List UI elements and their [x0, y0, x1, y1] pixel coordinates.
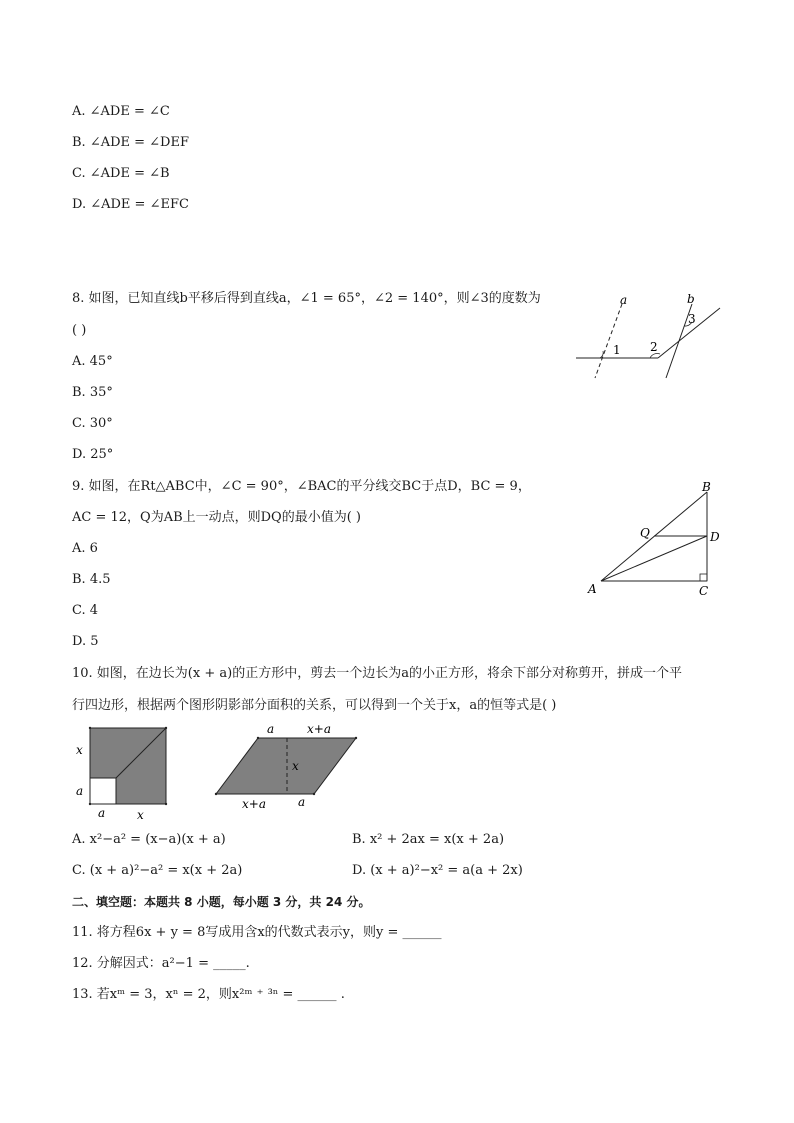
q8-stem: 8. 如图，已知直线b平移后得到直线a，∠1 = 65°，∠2 = 140°，则∠3的度数为	[72, 291, 541, 306]
q9-label-c: C	[699, 584, 709, 598]
q10-option-d: D. (x + a)²−x² = a(a + 2x)	[352, 863, 523, 878]
q10-stem-line2: 行四边形，根据两个图形阴影部分面积的关系，可以得到一个关于x，a的恒等式是( )	[72, 698, 557, 713]
q8-option-c: C. 30°	[72, 416, 113, 431]
q7-option-c: C. ∠ADE = ∠B	[72, 166, 170, 181]
q8-option-a: A. 45°	[72, 354, 113, 369]
q9-label-d: D	[710, 530, 720, 544]
q9-label-a: A	[588, 582, 597, 596]
q8-figure	[570, 290, 730, 385]
q10-pg-label-xa-bottom: x+a	[242, 797, 266, 811]
section2-heading: 二、填空题：本题共 8 小题，每小题 3 分，共 24 分。	[72, 895, 371, 909]
q9-option-b: B. 4.5	[72, 572, 111, 587]
q10-option-a: A. x²−a² = (x−a)(x + a)	[72, 832, 226, 847]
q8-label-2: 2	[650, 340, 658, 354]
q10-option-b: B. x² + 2ax = x(x + 2a)	[352, 832, 505, 847]
q8-label-b: b	[687, 292, 695, 306]
q9-stem-line1: 9. 如图，在Rt△ABC中，∠C = 90°，∠BAC的平分线交BC于点D，BC = 9，	[72, 479, 531, 494]
q13-text: 13. 若xᵐ = 3，xⁿ = 2，则x²ᵐ ⁺ ³ⁿ = ______ .	[72, 987, 345, 1002]
q8-label-1: 1	[613, 343, 621, 357]
q10-sq-label-a-left: a	[76, 784, 84, 798]
q10-pg-label-xa-top: x+a	[307, 722, 331, 736]
q8-label-a: a	[620, 293, 628, 307]
q8-option-b: B. 35°	[72, 385, 113, 400]
q9-label-b: B	[702, 480, 711, 494]
q7-option-d: D. ∠ADE = ∠EFC	[72, 197, 189, 212]
q9-option-c: C. 4	[72, 603, 99, 618]
q10-sq-label-x-bottom: x	[137, 808, 144, 822]
q11-text: 11. 将方程6x + y = 8写成用含x的代数式表示y，则y = ______	[72, 925, 442, 940]
q10-option-c: C. (x + a)²−a² = x(x + 2a)	[72, 863, 243, 878]
q8-answer-paren: ( )	[72, 323, 87, 338]
q10-parallelogram-figure	[210, 720, 370, 815]
q8-option-d: D. 25°	[72, 447, 114, 462]
q9-option-a: A. 6	[72, 541, 98, 556]
q10-pg-label-a-top: a	[267, 722, 275, 736]
q10-pg-label-x-mid: x	[292, 759, 299, 773]
q9-stem-line2: AC = 12，Q为AB上一动点，则DQ的最小值为( )	[72, 510, 361, 525]
q9-figure	[585, 478, 725, 603]
q10-pg-label-a-bottom: a	[298, 795, 306, 809]
q10-stem-line1: 10. 如图，在边长为(x + a)的正方形中，剪去一个边长为a的小正方形，将余下部分对称剪开，拼成一个平	[72, 666, 682, 681]
q7-option-b: B. ∠ADE = ∠DEF	[72, 135, 189, 150]
q8-label-3: 3	[688, 312, 696, 326]
q10-sq-label-a-bottom: a	[98, 806, 106, 820]
q10-square-figure	[70, 722, 180, 827]
q9-label-q: Q	[640, 526, 650, 540]
q12-text: 12. 分解因式：a²−1 = _____.	[72, 956, 250, 971]
q9-option-d: D. 5	[72, 634, 99, 649]
q7-option-a: A. ∠ADE = ∠C	[72, 104, 170, 119]
q10-sq-label-x-left: x	[76, 743, 83, 757]
